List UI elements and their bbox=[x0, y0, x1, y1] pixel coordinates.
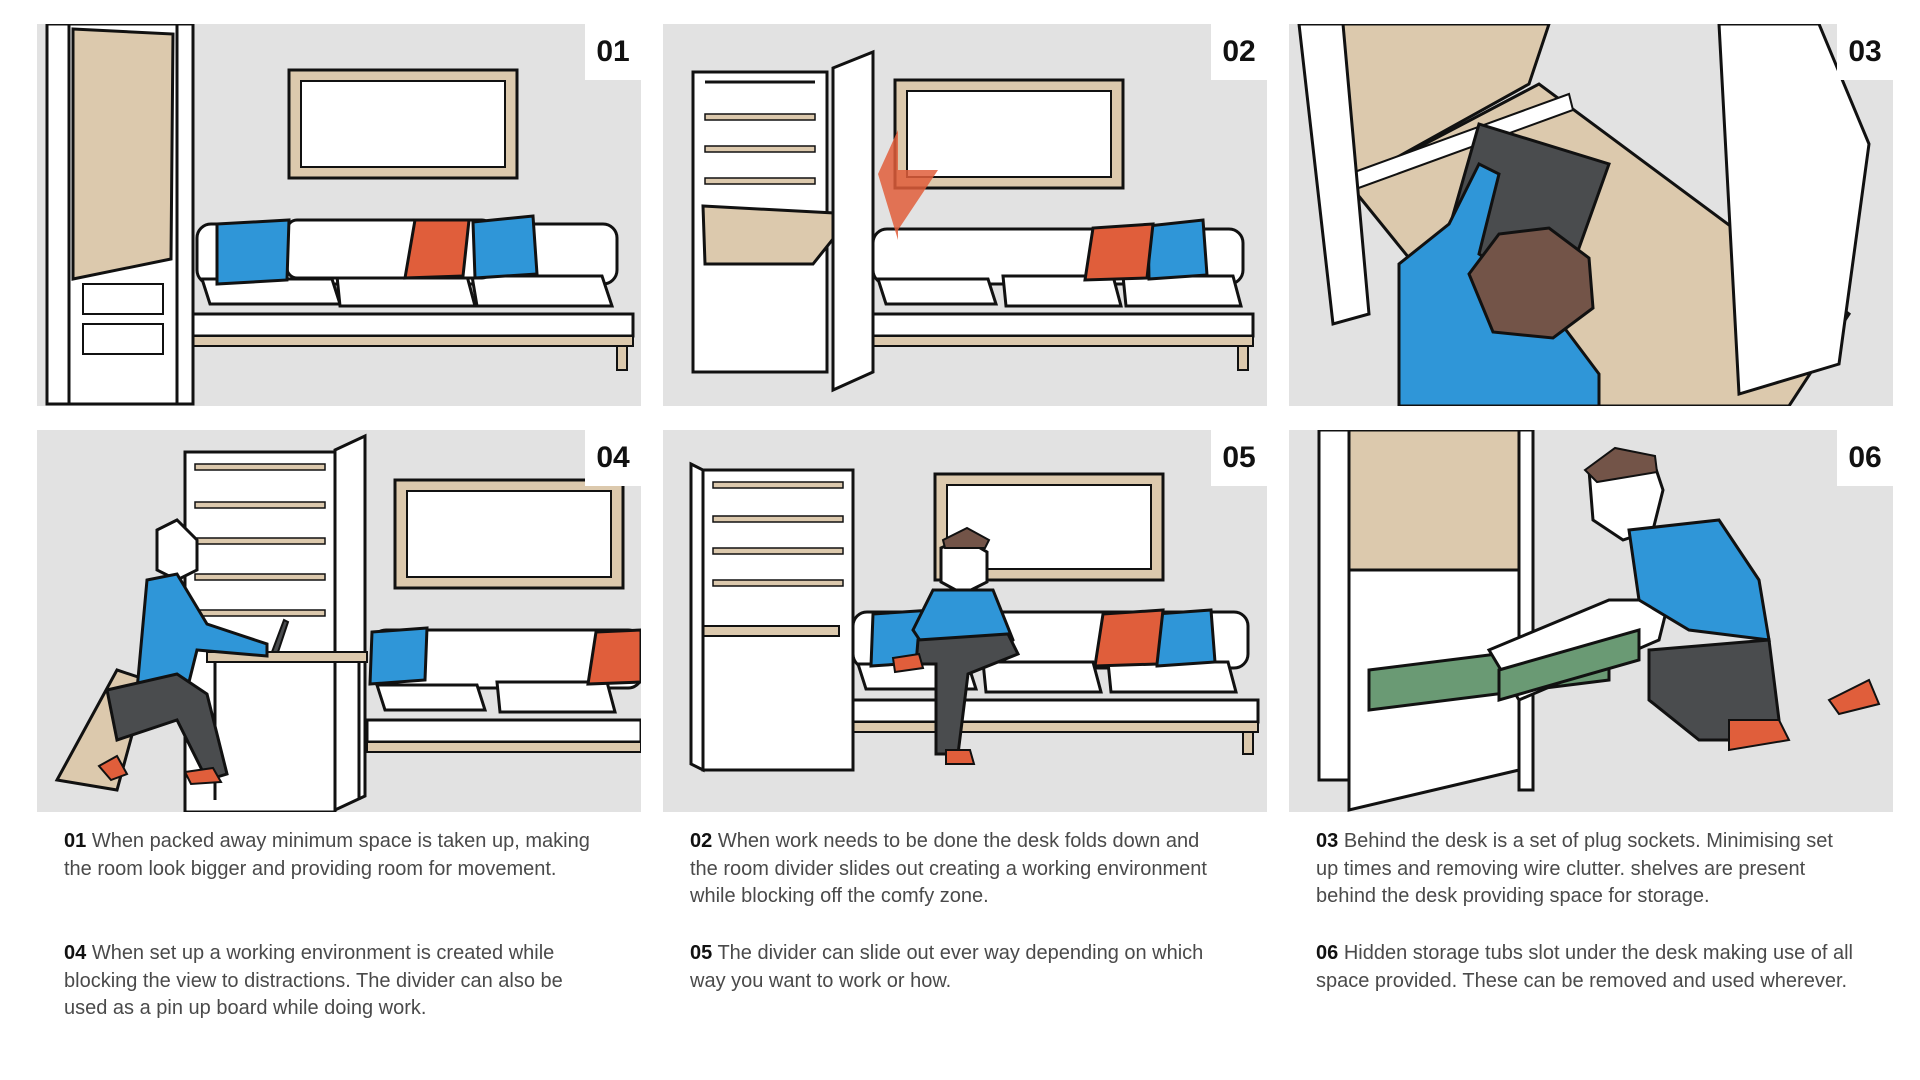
caption-number: 01 bbox=[64, 830, 87, 852]
panel-number: 02 bbox=[1211, 24, 1267, 80]
illustration-panel-02 bbox=[663, 24, 1267, 406]
caption-number: 04 bbox=[64, 942, 87, 964]
illustration-panel-04 bbox=[37, 430, 641, 812]
illustration-04-working-at-desk bbox=[37, 430, 641, 812]
illustration-03-plug-sockets bbox=[1289, 24, 1893, 406]
illustration-panel-05 bbox=[663, 430, 1267, 812]
panel-number: 03 bbox=[1837, 24, 1893, 80]
caption-text: The divider can slide out ever way depending on which way you want to work or how. bbox=[690, 942, 1204, 992]
illustration-panel-06 bbox=[1289, 430, 1893, 812]
caption-text: When set up a working environment is created while blocking the view to distractions. The divider can also be used as a pin up board while doing work. bbox=[64, 942, 563, 1019]
illustration-05-divider-slid-out bbox=[663, 430, 1267, 812]
caption-text: Hidden storage tubs slot under the desk making use of all space provided. These can be removed and used wherever. bbox=[1316, 942, 1854, 992]
caption-text: When packed away minimum space is taken up, making the room look bigger and providing room for movement. bbox=[64, 830, 590, 880]
caption-number: 02 bbox=[690, 830, 713, 852]
panel-number: 04 bbox=[585, 430, 641, 486]
caption-03 bbox=[1316, 828, 1856, 911]
panel-number: 06 bbox=[1837, 430, 1893, 486]
caption-number: 06 bbox=[1316, 942, 1339, 964]
caption-01 bbox=[64, 828, 604, 883]
caption-02 bbox=[690, 828, 1230, 911]
illustration-01-closed-unit bbox=[37, 24, 641, 406]
caption-text: When work needs to be done the desk folds down and the room divider slides out creating a working environment while blocking off the comfy zone. bbox=[690, 830, 1207, 907]
panel-number: 01 bbox=[585, 24, 641, 80]
caption-06 bbox=[1316, 940, 1856, 995]
panel-number: 05 bbox=[1211, 430, 1267, 486]
illustration-02-desk-unfolding bbox=[663, 24, 1267, 406]
caption-number: 05 bbox=[690, 942, 713, 964]
illustration-panel-01 bbox=[37, 24, 641, 406]
caption-04 bbox=[64, 940, 604, 1023]
illustration-06-storage-tubs bbox=[1289, 430, 1893, 812]
caption-05 bbox=[690, 940, 1230, 995]
illustration-panel-03 bbox=[1289, 24, 1893, 406]
caption-number: 03 bbox=[1316, 830, 1339, 852]
caption-text: Behind the desk is a set of plug sockets. Minimising set up times and removing wire clutter. shelves are present behind the desk providing space for storage. bbox=[1316, 830, 1833, 907]
